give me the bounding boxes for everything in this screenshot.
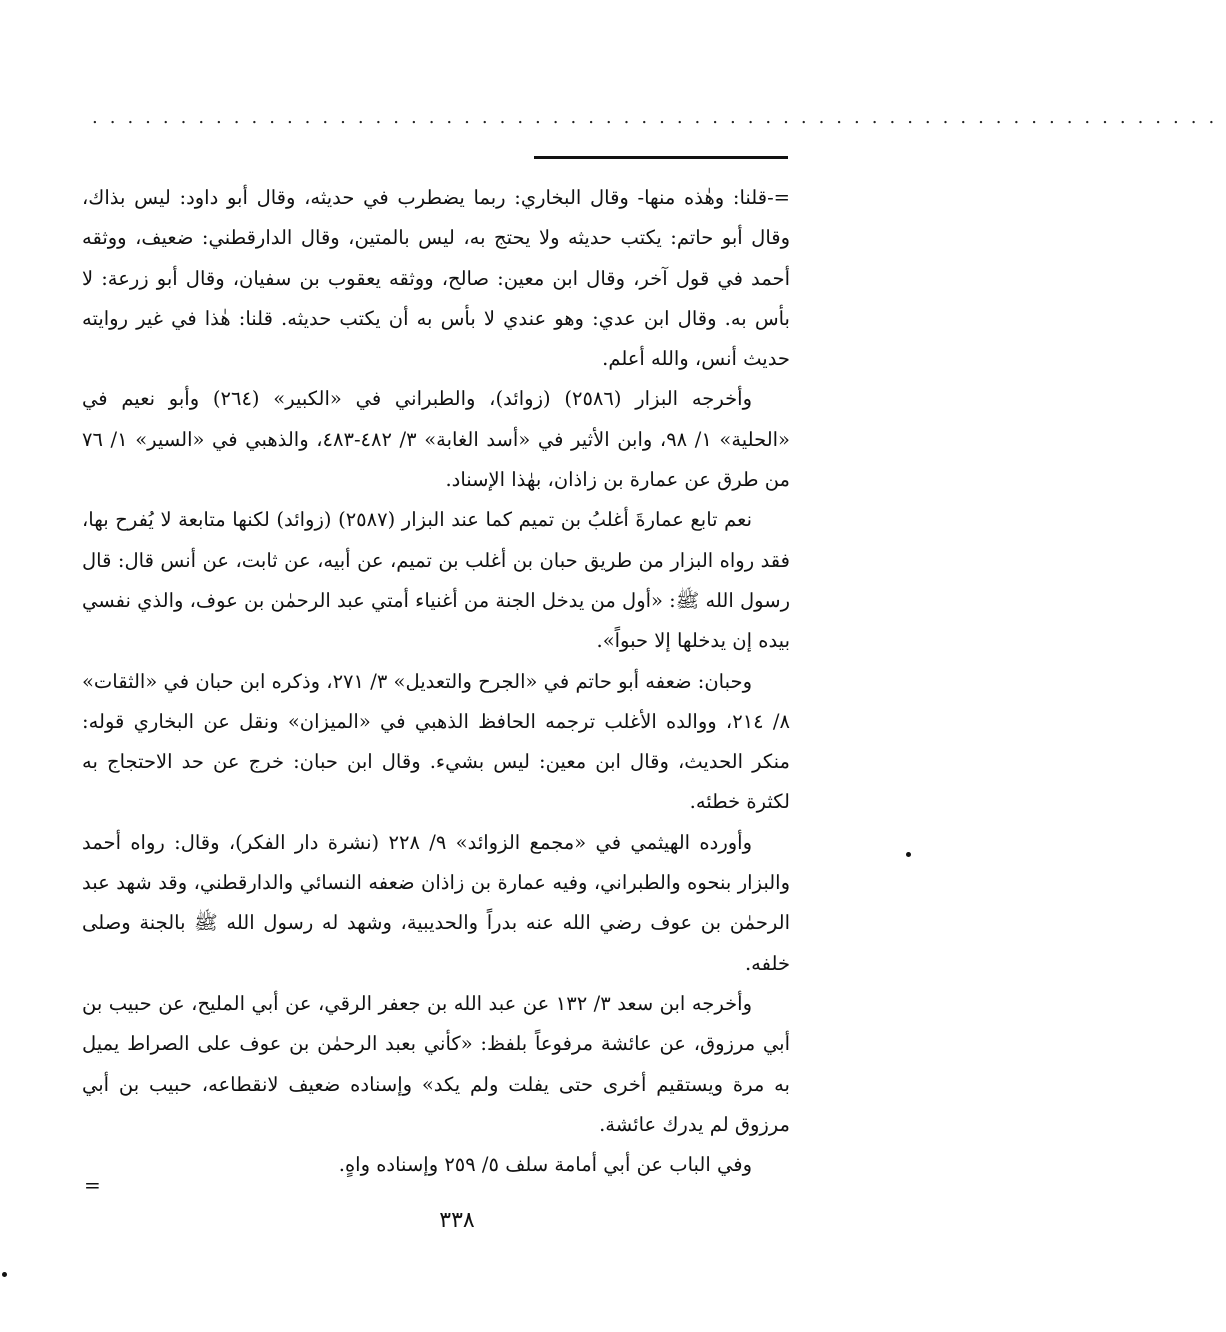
page-number: ٣٣٨ bbox=[439, 1208, 475, 1233]
footnote-paragraph: وأخرجه البزار (٢٥٨٦) (زوائد)، والطبراني في «الكبير» (٢٦٤) وأبو نعيم في «الحلية» ١/ ٩٨، وابن الأثير في «أسد الغابة» ٣/ ٤٨٢-٤٨٣، والذهبي في «السير» ١/ ٧٦ من طرق عن عمارة بن زاذان، بهٰذا الإسناد. bbox=[82, 387, 790, 492]
scan-edge-mark bbox=[906, 852, 911, 857]
footnote-paragraph: نعم تابع عمارةَ أغلبُ بن تميم كما عند البزار (٢٥٨٧) (زوائد) لكنها متابعة لا يُفرح بها، فقد رواه البزار من طريق حبان بن أغلب بن تميم، عن أبيه، عن ثابت، عن أنس قال: قال رسول الله ﷺ: «أول من يدخل الجنة من أغنياء أمتي عبد الرحمٰن بن عوف، والذي نفسي بيده إن يدخلها إلا حبواً». bbox=[82, 508, 790, 653]
footnote-text bbox=[82, 178, 790, 1185]
scan-edge-mark bbox=[2, 1272, 7, 1277]
footnote-paragraph: وحبان: ضعفه أبو حاتم في «الجرح والتعديل» ٣/ ٢٧١، وذكره ابن حبان في «الثقات» ٨/ ٢١٤، ووالده الأغلب ترجمه الحافظ الذهبي في «الميزان» ونقل عن البخاري قوله: منكر الحديث، وقال ابن معين: ليس بشيء. وقال ابن حبان: خرج عن حد الاحتجاج به لكثرة خطئه. bbox=[82, 669, 790, 814]
footnote-rule bbox=[534, 156, 788, 159]
footnote-paragraph: وفي الباب عن أبي أمامة سلف ٥/ ٢٥٩ وإسناده واهٍ. bbox=[338, 1153, 752, 1177]
continuation-mark: = bbox=[84, 1173, 101, 1197]
dotted-separator: ................................................................ bbox=[92, 107, 1226, 128]
footnote-paragraph: =-قلنا: وهٰذه منها- وقال البخاري: ربما يضطرب في حديثه، وقال أبو داود: ليس بذاك، وقال أبو حاتم: يكتب حديثه ولا يحتج به، ليس بالمتين، وقال الدارقطني: ضعيف، ووثقه أحمد في قول آخر، وقال ابن معين: صالح، ووثقه يعقوب بن سفيان، وقال أبو زرعة: لا بأس به. وقال ابن عدي: وهو عندي لا بأس به أن يكتب حديثه. قلنا: هٰذا في غير روايته حديث أنس، والله أعلم. bbox=[82, 186, 790, 371]
footnote-paragraph: وأورده الهيثمي في «مجمع الزوائد» ٩/ ٢٢٨ (نشرة دار الفكر)، وقال: رواه أحمد والبزار بنحوه والطبراني، وفيه عمارة بن زاذان ضعفه النسائي والدارقطني، وقد شهد عبد الرحمٰن بن عوف رضي الله عنه بدراً والحديبية، وشهد له رسول الله ﷺ بالجنة وصلى خلفه. bbox=[82, 830, 790, 975]
footnote-paragraph: وأخرجه ابن سعد ٣/ ١٣٢ عن عبد الله بن جعفر الرقي، عن أبي المليح، عن حبيب بن أبي مرزوق، عن عائشة مرفوعاً بلفظ: «كأني بعبد الرحمٰن بن عوف على الصراط يميل به مرة ويستقيم أخرى حتى يفلت ولم يكد» وإسناده ضعيف لانقطاعه، حبيب بن أبي مرزوق لم يدرك عائشة. bbox=[82, 991, 790, 1136]
